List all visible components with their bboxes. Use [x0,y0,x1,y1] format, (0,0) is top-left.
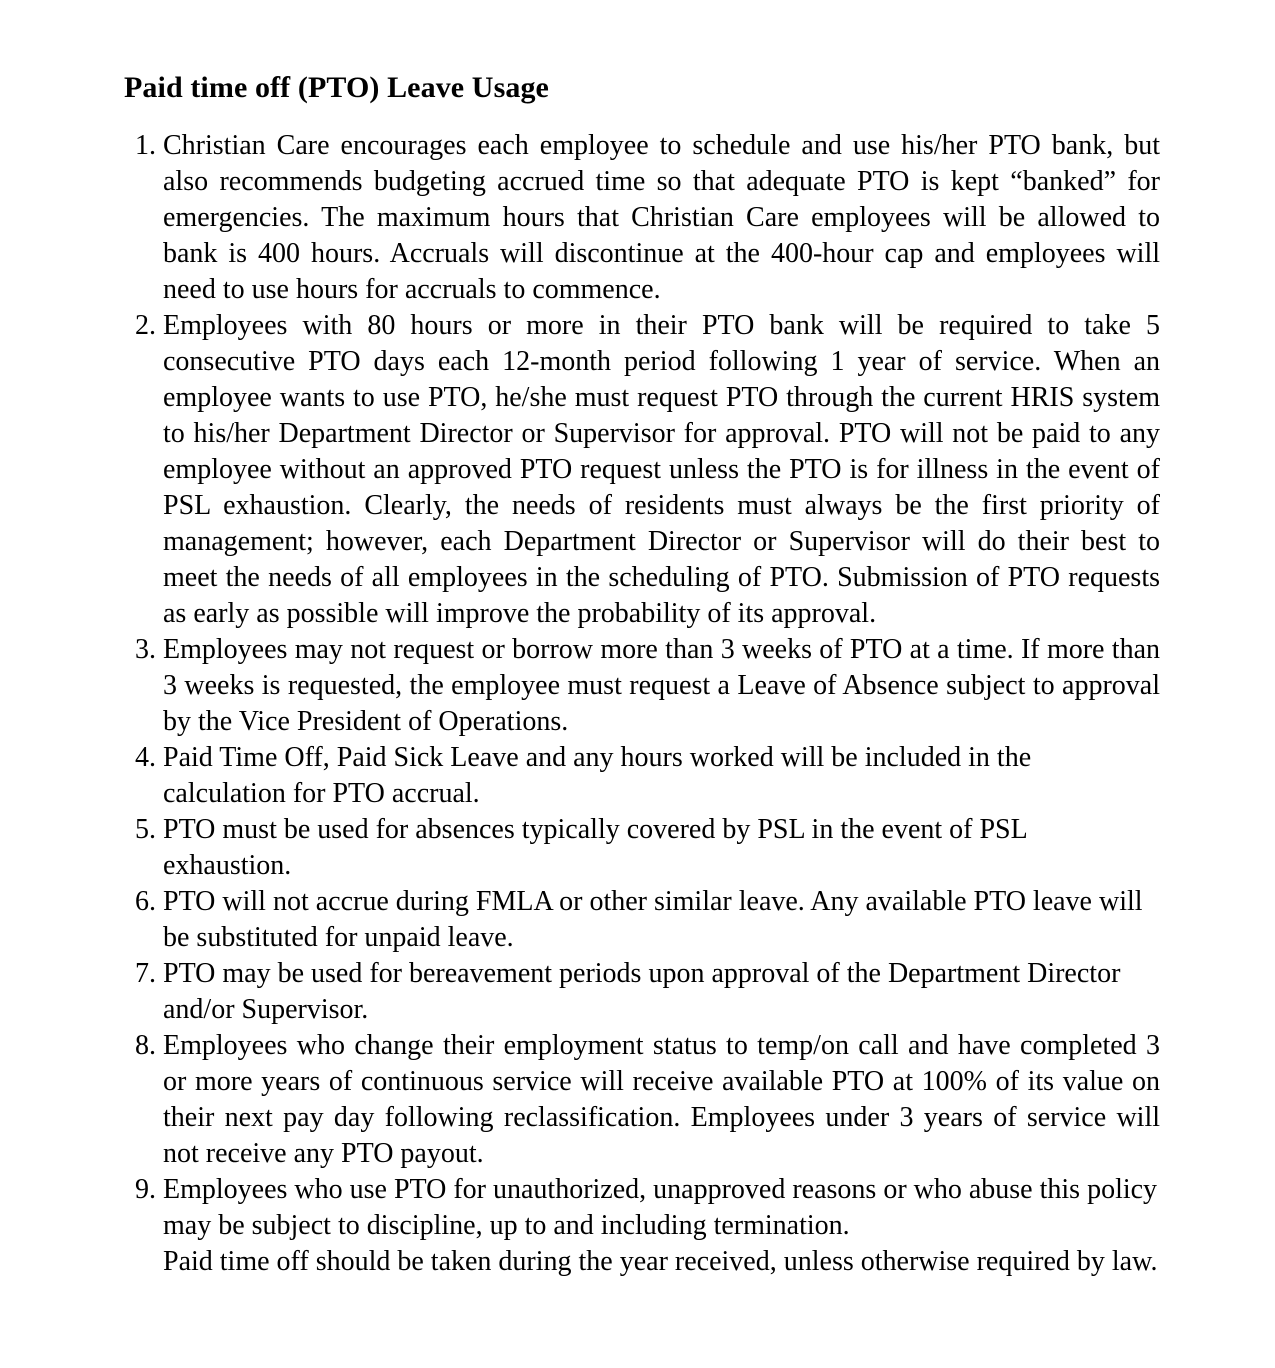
list-item-text: Employees with 80 hours or more in their PTO bank will be required to take 5 consecutive PTO days each 12-month period following 1 year of service. When an employee wants to use PTO, he/she must request PTO through the current HRIS system to his/her Department Director or Supervisor for approval. PTO will not be paid to any employee without an approved PTO request unless the PTO is for illness in the event of PSL exhaustion. Clearly, the needs of residents must always be the first priority of management; however, each Department Director or Supervisor will do their best to meet the needs of all employees in the scheduling of PTO. Submission of PTO requests as early as possible will improve the probability of its approval. [163,310,1160,629]
list-item-continuation-text: Paid time off should be taken during the year received, unless otherwise required by law. [163,1246,1158,1277]
list-item [118,1172,1160,1280]
list-item-text: PTO will not accrue during FMLA or other similar leave. Any available PTO leave will be substituted for unpaid leave. [163,886,1143,953]
list-item-number: 1. [135,130,156,161]
list-item-number: 2. [135,310,156,341]
list-item-text: PTO must be used for absences typically covered by PSL in the event of PSL exhaustion. [163,814,1027,881]
list-item-number: 4. [135,742,156,773]
list-item [118,128,1160,308]
list-item-text: Employees may not request or borrow more than 3 weeks of PTO at a time. If more than 3 weeks is requested, the employee must request a Leave of Absence subject to approval by the Vice President of Operations. [163,634,1160,737]
list-item [118,812,1160,884]
list-item-number: 3. [135,634,156,665]
list-item [118,956,1160,1028]
list-item-text: Paid Time Off, Paid Sick Leave and any hours worked will be included in the calculation for PTO accrual. [163,742,1032,809]
list-item-number: 5. [135,814,156,845]
list-item-text: Employees who change their employment status to temp/on call and have completed 3 or more years of continuous service will receive available PTO at 100% of its value on their next pay day following reclassification. Employees under 3 years of service will not receive any PTO payout. [163,1030,1160,1169]
list-item-text: Christian Care encourages each employee to schedule and use his/her PTO bank, but also recommends budgeting accrued time so that adequate PTO is kept “banked” for emergencies. The maximum hours that Christian Care employees will be allowed to bank is 400 hours. Accruals will discontinue at the 400-hour cap and employees will need to use hours for accruals to commence. [163,130,1160,305]
page-title: Paid time off (PTO) Leave Usage [124,71,549,105]
list-item-text: PTO may be used for bereavement periods upon approval of the Department Director and/or Supervisor. [163,958,1121,1025]
list-item-number: 9. [135,1174,156,1205]
list-item-number: 6. [135,886,156,917]
list-item [118,1028,1160,1172]
list-item-number: 7. [135,958,156,989]
policy-numbered-list [118,128,1160,1280]
list-item-text: Employees who use PTO for unauthorized, unapproved reasons or who abuse this policy may be subject to discipline, up to and including termination. [163,1174,1158,1241]
list-item [118,884,1160,956]
list-item [118,740,1160,812]
list-item-number: 8. [135,1030,156,1061]
list-item [118,308,1160,632]
list-item [118,632,1160,740]
